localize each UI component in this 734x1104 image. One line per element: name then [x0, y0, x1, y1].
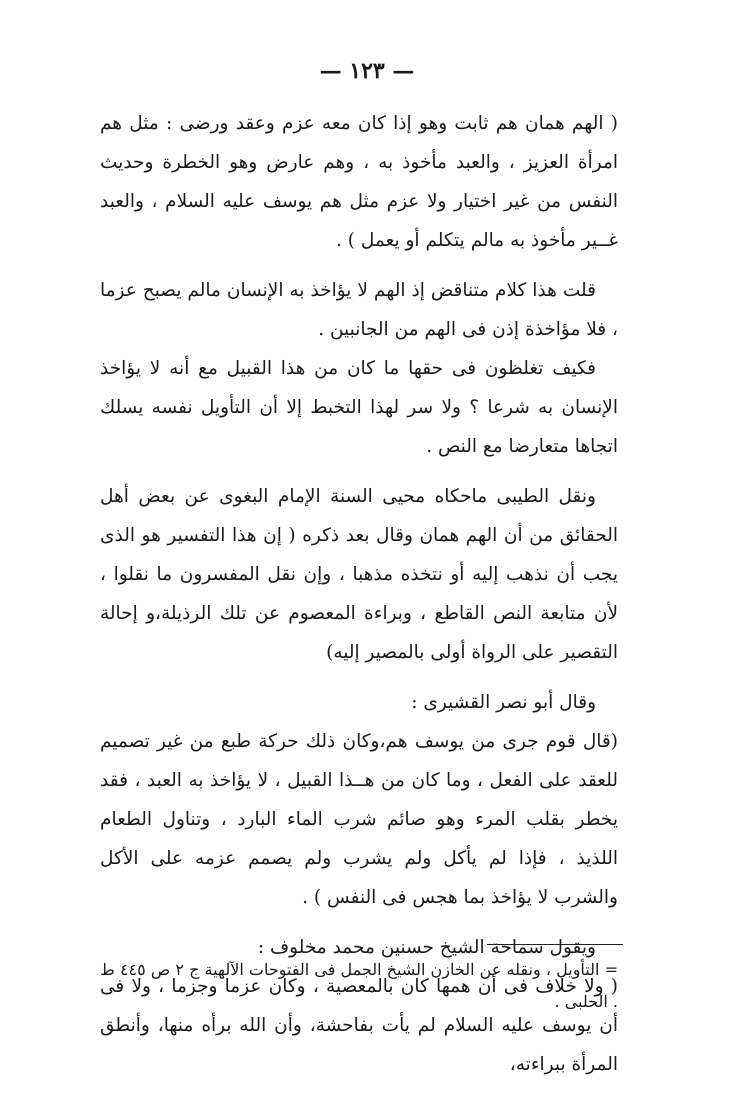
paragraph-qushayri-heading: وقال أبو نصر القشيرى :: [411, 692, 596, 713]
main-text: [100, 104, 618, 1084]
footnote: [100, 954, 618, 1018]
paragraph-makhluf-heading: ويقول سماحة الشيخ حسنين محمد مخلوف :: [257, 937, 596, 958]
paragraph-tibi-quote: ونقل الطيبى ماحكاه محيى السنة الإمام البغوى عن بعض أهل الحقائق من أن الهم همان وقال بعد ذكره ( إن هذا التفسير هو الذى يجب أن نذهب إليه أو نتخذه مذهبا ، وإن نقل المفسرون ما نقلوا ، لأن متابعة النص القاطع ، وبراءة المعصوم عن تلك الرذيلة،و إحالة التقصير على الرواة أولى بالمصير إليه): [100, 486, 618, 663]
page-number: — ١٢٣ —: [319, 58, 415, 84]
footnote-text: = التأويل ، ونقله عن الخازن الشيخ الجمل فى الفتوحات الآلهية ج ٢ ص ٤٤٥ ط . الحلبى .: [100, 960, 618, 1011]
paragraph-hamm-types: ( الهم همان هم ثابت وهو إذا كان معه عزم وعقد ورضى : مثل هم امرأة العزيز ، والعبد مأخوذ به ، وهم عارض وهو الخطرة وحديث النفس من غير اختيار ولا عزم مثل هم يوسف عليه السلام ، والعبد غــير مأخوذ به مالم يتكلم أو يعمل ) .: [100, 113, 618, 251]
paragraph-question: فكيف تغلظون فى حقها ما كان من هذا القبيل مع أنه لا يؤاخذ الإنسان به شرعا ؟ ولا سر لهذا التخبط إلا أن التأويل نفسه يسلك اتجاها متعارضا مع النص .: [100, 358, 618, 457]
paragraph-author-comment: قلت هذا كلام متناقض إذ الهم لا يؤاخذ به الإنسان مالم يصبح عزما ، فلا مؤاخذة إذن فى الهم من الجانبين .: [100, 280, 618, 340]
paragraph-makhluf-quote: ( ولا خلاف فى أن همها كان بالمعصية ، وكان عزما وجزما ، ولا فى أن يوسف عليه السلام لم يأت بفاحشة، وأن الله برأه منها، وأنطق المرأة ببراءته،: [100, 976, 618, 1075]
footnote-divider: [487, 944, 623, 945]
paragraph-qushayri-quote: (قال قوم جرى من يوسف هم،وكان ذلك حركة طبع من غير تصميم للعقد على الفعل ، وما كان من هــذا القبيل ، لا يؤاخذ به العبد ، فقد يخطر بقلب المرء وهو صائم شرب الماء البارد ، وتناول الطعام اللذيذ ، فإذا لم يأكل ولم يشرب ولم يصمم عزمه على الأكل والشرب لا يؤاخذ بما هجس فى النفس ) .: [100, 731, 618, 908]
